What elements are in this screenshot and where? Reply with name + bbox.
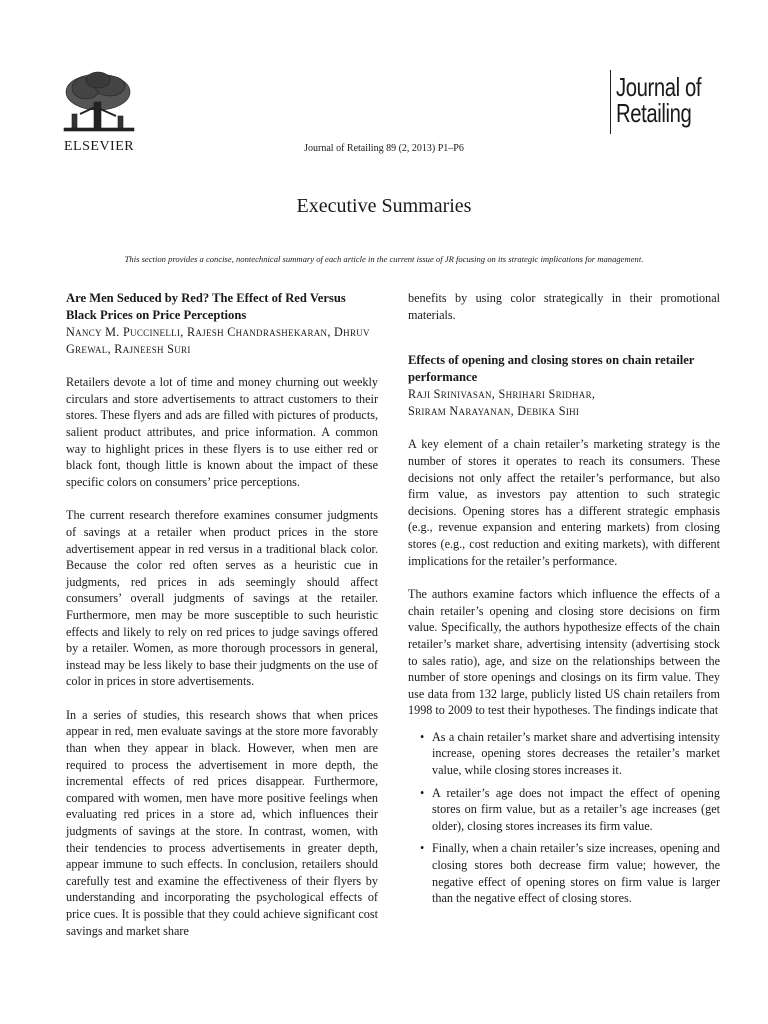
publisher-name: ELSEVIER [64,139,135,154]
journal-citation: Journal of Retailing 89 (2, 2013) P1–P6 [304,143,464,154]
article-paragraph: The authors examine factors which influence the effects of a chain retailer’s opening and closing store decisions on firm value. Specifically, the authors hypothesize effects of the chain retailer’s market share, advertising intensity (advertising stock to sales ratio), age, and size on the relationships between the number of store openings and closings on its firm value. They use data from 132 large, publicly listed US chain retailers from 1998 to 2009 to test their hypotheses. The findings indicate that [408,587,720,718]
elsevier-tree-logo [58,70,140,140]
left-column [66,290,378,939]
article-title: Are Men Seduced by Red? The Effect of Red Versus Black Prices on Price Perceptions [66,291,346,322]
section-intro: This section provides a concise, nontechnical summary of each article in the current issue of JR focusing on its strategic implications for management. [124,254,644,264]
page-header [0,66,768,156]
journal-logo-line2: Retailing [616,98,692,128]
tree-icon [58,70,140,140]
article-authors-line1: Raji Srinivasan, Shrihari Sridhar, [408,387,596,402]
journal-logo-line1: Journal of [616,72,702,102]
article-paragraph: The current research therefore examines consumer judgments of savings at a retailer when product prices in the store advertisement appear in red versus in a traditional black color. Because the color red often serves as a heuristic cue in judgments, red prices in ads seemingly should affect consumers’ overall judgments of savings at the retailer. Furthermore, men may be more susceptible to such heuristic effects and likely to rely on red prices to judge savings offered by a retailer. Women, as more thorough processors in general, instead may be less likely to base their judgments on the use of color in prices in store advertisements. [66,508,378,689]
list-item: • A retailer’s age does not impact the effect of opening stores on firm value, but as a retailer’s age increases (get older), closing stores increases its firm value. [408,785,720,835]
page-title: Executive Summaries [296,195,472,217]
article-authors-line2: Sriram Narayanan, Debika Sihi [408,403,580,418]
article-paragraph: A key element of a chain retailer’s marketing strategy is the number of stores it operates to reach its consumers. These decisions not only affect the retailer’s performance, but also firm value, as investors pay attention to such strategic decisions. Opening stores has a different strategic emphasis (e.g., revenue expansion and entering markets) from closing stores (e.g., cost reduction and exiting markets), with different implications for the retailer’s performance. [408,437,720,568]
journal-logo-rule [610,70,611,134]
journal-logo [616,74,701,126]
findings-list [408,729,720,907]
article-paragraph: In a series of studies, this research shows that when prices appear in red, men evaluate savings at the store more favorably than when they appear in black. However, when men are required to process the advertisement in more depth, the incremental effects of red prices disappear. Furthermore, compared with women, men have more positive feelings when evaluating red prices in a store ad, which influences their judgments of savings at the store. In contrast, women, with their tendencies to process advertisements in greater depth, appear immune to such effects. In conclusion, retailers should carefully test and examine the effectiveness of their flyers by understanding and incorporating the psychological effects of price cues. It is possible that they could achieve significant cost savings and market share [66,707,378,938]
article-paragraph: Retailers devote a lot of time and money churning out weekly circulars and store advertisements to attract customers to their stores. These flyers and ads are filled with pictures of products, salient product attributes, and price information. A common way to highlight prices in these flyers is to use either red or black font, though little is known about the impact of these specific colors on consumers’ price perceptions. [66,375,378,489]
list-item: • As a chain retailer’s market share and advertising intensity increase, opening stores decreases the retailer’s market value, while closing stores increases it. [408,729,720,779]
article-paragraph-continued: benefits by using color strategically in their promotional materials. [408,291,720,322]
article-authors: Nancy M. Puccinelli, Rajesh Chandrashekaran, Dhruv Grewal, Rajneesh Suri [66,325,370,356]
list-item: • Finally, when a chain retailer’s size increases, opening and closing stores both decrease firm value; however, the negative effect of opening stores on firm value is larger than the negative effect of closing stores. [408,840,720,906]
article-title: Effects of opening and closing stores on chain retailer performance [408,353,695,385]
right-column [408,290,720,913]
